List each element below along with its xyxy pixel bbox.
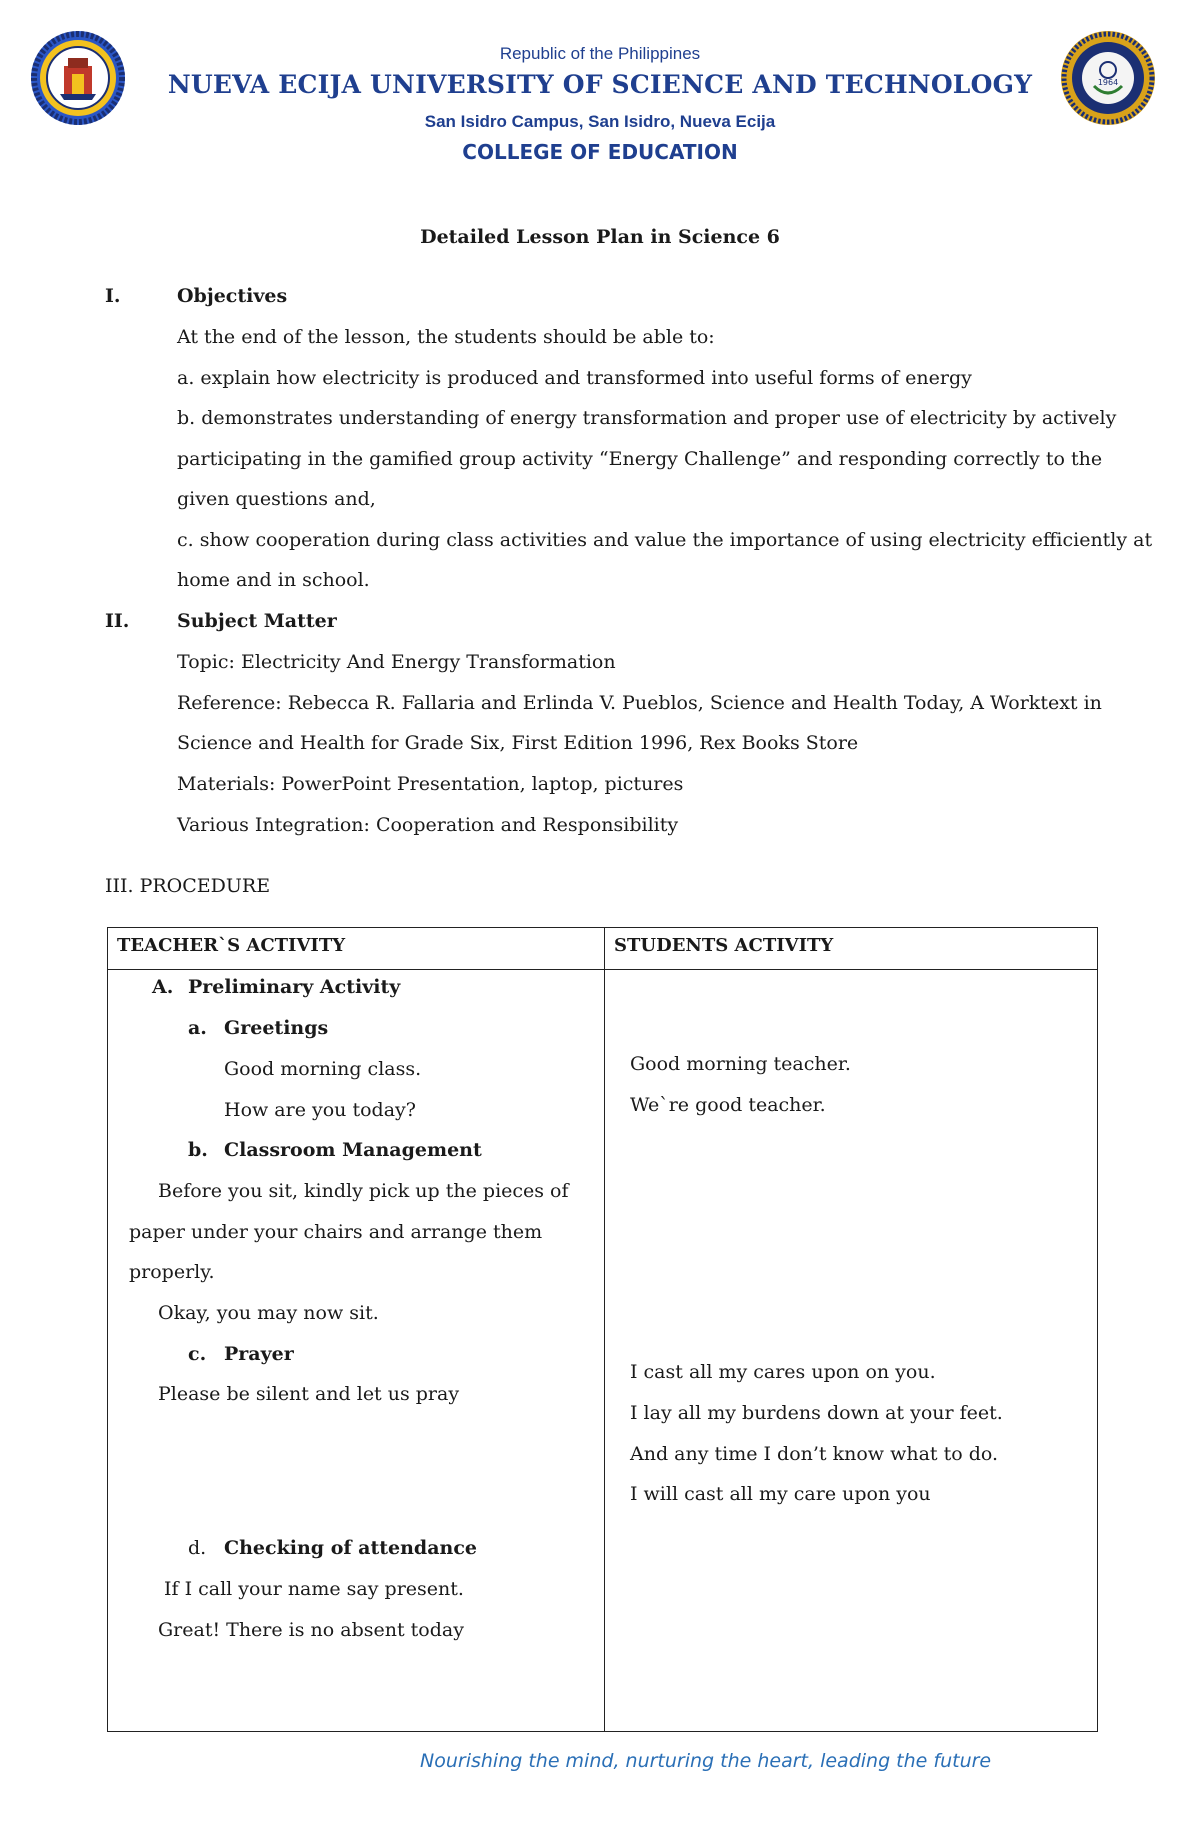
greetings-label: a.	[188, 1017, 207, 1039]
management-line4: Okay, you may now sit.	[158, 1302, 379, 1324]
document-title: Detailed Lesson Plan in Science 6	[420, 226, 780, 248]
management-line3: properly.	[129, 1261, 215, 1283]
subject-materials: Materials: PowerPoint Presentation, laptop, pictures	[177, 773, 684, 795]
greetings-title: Greetings	[224, 1017, 329, 1039]
objective-c-line2: home and in school.	[177, 569, 370, 591]
prayer-label: c.	[188, 1343, 207, 1365]
attendance-line2: Great! There is no absent today	[158, 1619, 464, 1641]
section2-heading: Subject Matter	[177, 610, 337, 632]
university-name: NUEVA ECIJA UNIVERSITY OF SCIENCE AND TECHNOLOGY	[167, 70, 1033, 99]
teacher-greeting-line2: How are you today?	[224, 1099, 416, 1121]
attendance-line1: If I call your name say present.	[164, 1578, 464, 1600]
objective-b-line3: given questions and,	[177, 488, 376, 510]
section1-numeral: I.	[105, 285, 121, 307]
section1-heading: Objectives	[177, 285, 288, 307]
objective-b-line2: participating in the gamified group activity “Energy Challenge” and responding correctly to the	[177, 448, 1103, 470]
prayer-instruction: Please be silent and let us pray	[158, 1383, 460, 1405]
student-prayer-line2: I lay all my burdens down at your feet.	[630, 1402, 1003, 1424]
preliminary-activity-title: Preliminary Activity	[188, 976, 401, 998]
section2-numeral: II.	[105, 610, 130, 632]
attendance-label: d.	[188, 1537, 207, 1559]
classroom-management-label: b.	[188, 1139, 208, 1161]
classroom-management-title: Classroom Management	[224, 1139, 482, 1161]
college-name: COLLEGE OF EDUCATION	[462, 140, 738, 164]
republic-line: Republic of the Philippines	[499, 44, 701, 63]
footer-tagline: Nourishing the mind, nurturing the heart, leading the future	[420, 1750, 992, 1772]
student-greeting-line2: We`re good teacher.	[630, 1094, 826, 1116]
prayer-title: Prayer	[224, 1343, 294, 1365]
preliminary-activity-label: A.	[152, 976, 174, 998]
teacher-greeting-line1: Good morning class.	[224, 1058, 422, 1080]
seal-year: 1964	[1097, 78, 1119, 87]
management-line1: Before you sit, kindly pick up the pieces of	[158, 1180, 569, 1202]
campus-line: San Isidro Campus, San Isidro, Nueva Ecija	[424, 112, 776, 131]
subject-reference-line2: Science and Health for Grade Six, First Edition 1996, Rex Books Store	[177, 732, 859, 754]
table-column-divider	[604, 928, 605, 1731]
subject-topic: Topic: Electricity And Energy Transformation	[177, 651, 616, 673]
objective-c-line1: c. show cooperation during class activities and value the importance of using electricity efficiently at	[177, 529, 1153, 551]
objective-b-line1: b. demonstrates understanding of energy transformation and proper use of electricity by actively	[177, 407, 1117, 429]
procedure-table	[107, 927, 1098, 1732]
student-prayer-line3: And any time I don’t know what to do.	[630, 1443, 999, 1465]
subject-reference-line1: Reference: Rebecca R. Fallaria and Erlinda V. Pueblos, Science and Health Today, A Worktext in	[177, 692, 1102, 714]
objectives-intro: At the end of the lesson, the students should be able to:	[177, 326, 715, 348]
subject-integration: Various Integration: Cooperation and Responsibility	[177, 814, 679, 836]
teacher-activity-header: TEACHER`S ACTIVITY	[117, 935, 346, 956]
objective-a: a. explain how electricity is produced and transformed into useful forms of energy	[177, 367, 972, 389]
attendance-title: Checking of attendance	[224, 1537, 477, 1559]
student-prayer-line1: I cast all my cares upon on you.	[630, 1361, 936, 1383]
students-activity-header: STUDENTS ACTIVITY	[614, 935, 834, 956]
student-prayer-line4: I will cast all my care upon you	[630, 1483, 931, 1505]
student-greeting-line1: Good morning teacher.	[630, 1053, 851, 1075]
table-header-divider	[108, 969, 1097, 970]
section3-heading: III. PROCEDURE	[105, 875, 271, 897]
management-line2: paper under your chairs and arrange them	[129, 1221, 543, 1243]
